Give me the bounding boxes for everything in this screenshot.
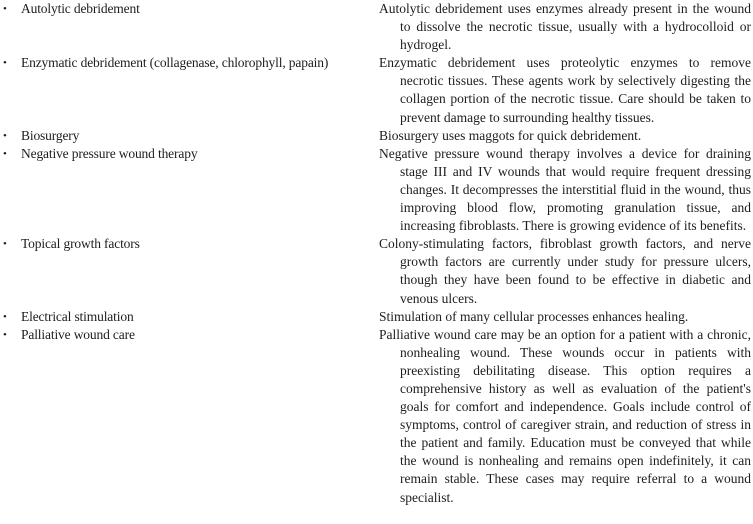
bullet-icon: • (3, 57, 7, 70)
term-label: Enzymatic debridement (collagenase, chlorophyll, papain) (21, 55, 329, 71)
term-label: Electrical stimulation (21, 308, 134, 324)
bullet-icon: • (3, 328, 7, 341)
description-cell (379, 127, 753, 145)
term-cell (0, 127, 379, 145)
table-row (0, 308, 753, 326)
term-label: Biosurgery (21, 127, 80, 143)
term-label: Autolytic debridement (21, 1, 140, 16)
table-row (0, 326, 753, 507)
table-row (0, 145, 753, 235)
description-cell (379, 308, 753, 326)
term-cell (0, 145, 379, 163)
term-cell (0, 326, 379, 344)
description-cell (379, 0, 753, 54)
term-cell (0, 0, 379, 18)
description-cell (379, 326, 753, 507)
term-cell (0, 235, 379, 253)
table-row (0, 0, 753, 54)
description-text: Palliative wound care may be an option for a patient with a chronic, nonhealing wound. These wounds occur in patients with preexisting debilitating disease. This option requires a comprehensive history as well as evaluation of the patient's goals for comfort and independence. Goals include control of symptoms, control of caregiver strain, and reduction of stress in the patient and family. Education must be conveyed that while the wound is nonhealing and remains open indefinitely, it can remain stable. These cases may require referral to a wound specialist. (379, 326, 751, 505)
description-cell (379, 145, 753, 235)
term-label: Negative pressure wound therapy (21, 145, 198, 161)
table-row (0, 235, 753, 307)
bullet-icon: • (3, 310, 7, 323)
bullet-icon: • (3, 3, 7, 15)
term-cell (0, 308, 379, 326)
table-row (0, 127, 753, 145)
table-row (0, 54, 753, 126)
bullet-icon: • (3, 129, 7, 142)
description-text: Negative pressure wound therapy involves a device for draining stage III and IV wounds that would require frequent dressing changes. It decompresses the interstitial fluid in the wound, thus improving blood flow, promoting granulation tissue, and increasing fibroblasts. There is growing evidence of its benefits. (379, 145, 751, 234)
description-text: Biosurgery uses maggots for quick debridement. (379, 127, 642, 143)
description-text: Stimulation of many cellular processes enhances healing. (379, 308, 689, 324)
term-label: Topical growth factors (21, 236, 140, 252)
bullet-icon: • (3, 238, 7, 251)
description-cell (379, 235, 753, 307)
term-label: Palliative wound care (21, 326, 135, 342)
description-cell (379, 54, 753, 126)
term-cell (0, 54, 379, 72)
description-text: Autolytic debridement uses enzymes already present in the wound to dissolve the necrotic tissue, usually with a hydrocolloid or hydrogel. (379, 1, 751, 53)
description-text: Enzymatic debridement uses proteolytic enzymes to remove necrotic tissues. These agents work by selectively digesting the collagen portion of the necrotic tissue. Care should be taken to prevent damage to surrounding healthy tissues. (379, 55, 751, 125)
bullet-icon: • (3, 147, 7, 160)
description-text: Colony-stimulating factors, fibroblast growth factors, and nerve growth factors are currently under study for pressure ulcers, though they have been found to be effective in diabetic and venous ulcers. (379, 236, 751, 306)
